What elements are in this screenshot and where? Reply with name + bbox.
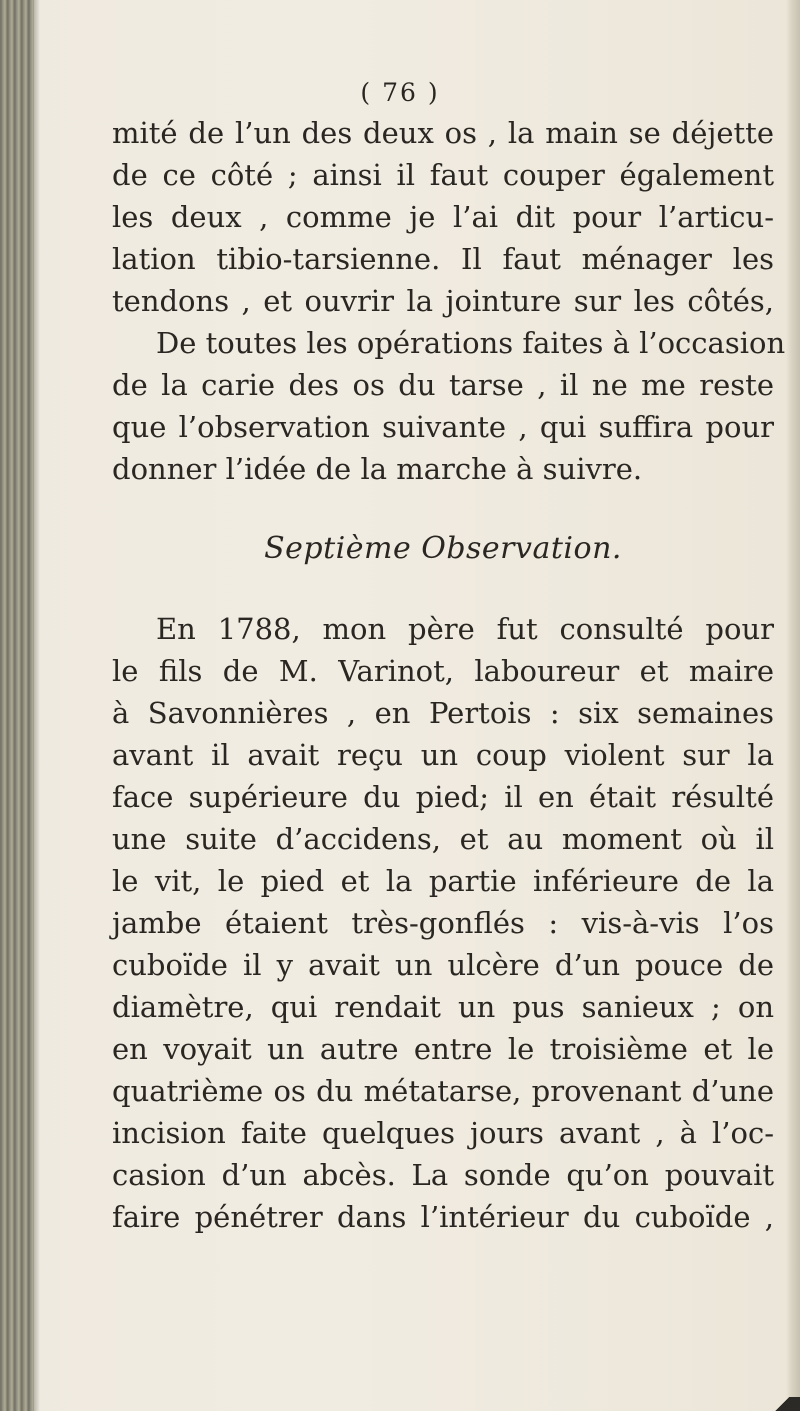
text-line: jambe étaient très-gonflés : vis-à-vis l’os <box>112 906 774 940</box>
text-line: donner l’idée de la marche à suivre. <box>112 452 643 486</box>
text-line: en voyait un autre entre le troisième et le <box>112 1032 774 1066</box>
page-corner <box>764 1397 800 1411</box>
text-line: cuboïde il y avait un ulcère d’un pouce de <box>112 948 774 982</box>
text-line: tendons , et ouvrir la jointure sur les côtés, <box>112 284 774 318</box>
text-line: avant il avait reçu un coup violent sur la <box>112 738 774 772</box>
text-line: casion d’un abcès. La sonde qu’on pouvait <box>112 1158 774 1192</box>
text-line: de la carie des os du tarse , il ne me reste <box>112 368 774 402</box>
body-text <box>112 112 786 1238</box>
text-line: le fils de M. Varinot, laboureur et maire <box>112 654 774 688</box>
text-line: lation tibio-tarsienne. Il faut ménager les <box>112 242 774 276</box>
text-line: quatrième os du métatarse, provenant d’une <box>112 1074 774 1108</box>
text-line: mité de l’un des deux os , la main se déjette <box>112 116 774 150</box>
text-line: les deux , comme je l’ai dit pour l’articu- <box>112 200 774 234</box>
text-line: face supérieure du pied; il en était résulté <box>112 780 774 814</box>
page-number: ( 76 ) <box>360 78 440 107</box>
text-line: une suite d’accidens, et au moment où il <box>112 822 774 856</box>
text-line: faire pénétrer dans l’intérieur du cuboïde , <box>112 1200 774 1234</box>
text-line: De toutes les opérations faites à l’occasion <box>156 326 786 360</box>
book-binding <box>0 0 34 1411</box>
text-line: diamètre, qui rendait un pus sanieux ; on <box>112 990 774 1024</box>
text-line: de ce côté ; ainsi il faut couper également <box>112 158 774 192</box>
section-heading: Septième Observation. <box>264 531 622 566</box>
text-line: à Savonnières , en Pertois : six semaines <box>112 696 774 730</box>
text-line: En 1788, mon père fut consulté pour <box>156 612 774 646</box>
text-line: incision faite quelques jours avant , à l’oc- <box>112 1116 774 1150</box>
text-line: que l’observation suivante , qui suffira pour <box>112 410 774 444</box>
page-edge <box>786 0 800 1411</box>
text-line: le vit, le pied et la partie inférieure de la <box>112 864 774 898</box>
